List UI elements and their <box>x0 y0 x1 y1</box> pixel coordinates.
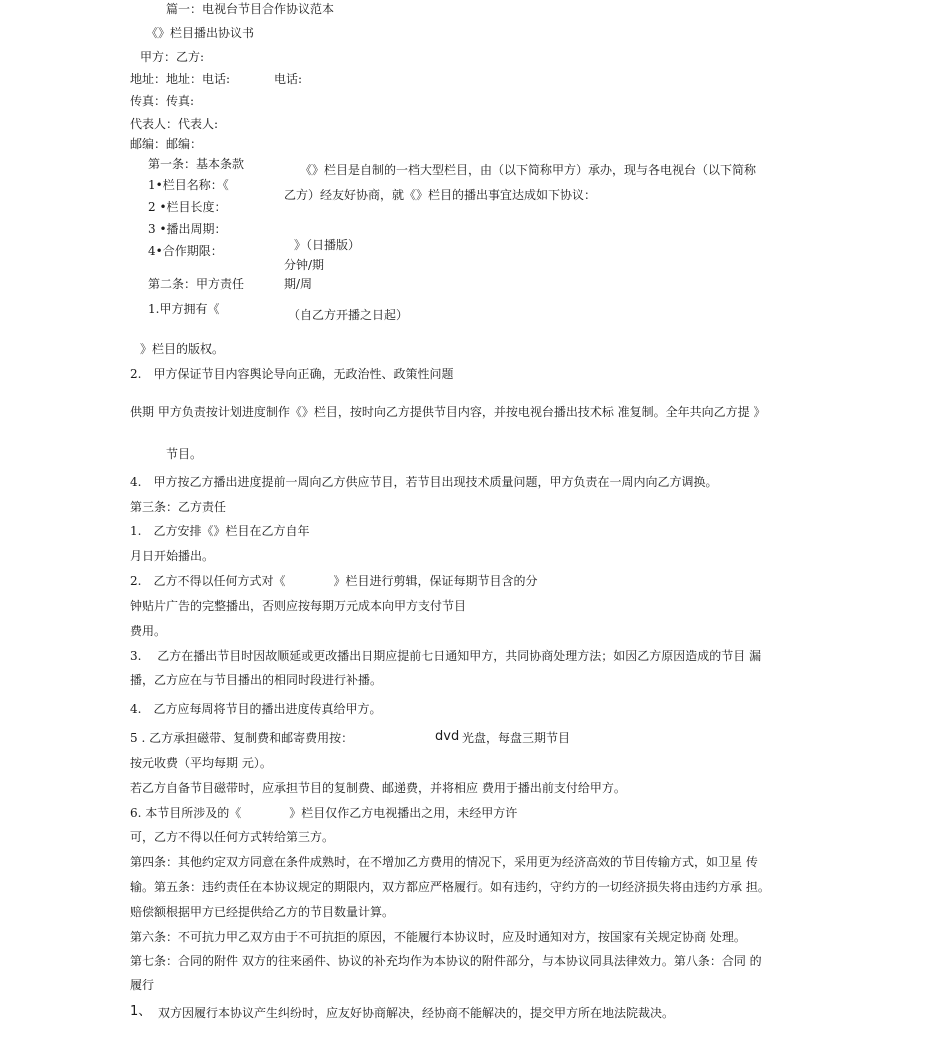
article-8-clause-1-number: 1、 <box>130 1004 152 1019</box>
article-2-clause-3: 供期 甲方负责按计划进度制作《》栏目，按时向乙方提供节目内容，并按电视台播出技术标 准复制。全年共向乙方提 》 <box>130 405 766 419</box>
representative-line: 代表人：代表人: <box>130 117 219 131</box>
item-length-value: 分钟/期 <box>284 258 325 272</box>
article-3-clause-1: 1. 乙方安排《》栏目在乙方自年 <box>130 524 310 538</box>
article-3-clause-6b: 可，乙方不得以任何方式转给第三方。 <box>130 830 335 844</box>
article-2-clause-1c: 》栏目的版权。 <box>140 342 225 356</box>
item-cycle-value: 期/周 <box>284 277 313 291</box>
item-cycle: 3 •播出周期： <box>148 222 227 236</box>
item-term: 4•合作期限： <box>148 244 223 258</box>
article-3-clause-3: 3. 乙方在播出节目时因故顺延或更改播出日期应提前七日通知甲方，共同协商处理方法；如因乙方原因造成的节目 漏 <box>130 649 762 663</box>
item-name: 1•栏目名称：《 <box>148 178 229 192</box>
article-3-clause-3b: 播，乙方应在与节目播出的相同时段进行补播。 <box>130 673 383 687</box>
item-length: 2 •栏目长度： <box>148 200 227 214</box>
article-7: 第七条：合同的附件 双方的往来函件、协议的补充均作为本协议的附件部分，与本协议同具法律效力。第八条：合同 的 <box>130 954 762 968</box>
article-3-clause-5d: 若乙方自备节目磁带时，应承担节目的复制费、邮递费，并将相应 费用于播出前支付给甲方。 <box>130 781 626 795</box>
postcode-line: 邮编：邮编： <box>130 137 203 151</box>
article-2-title: 第二条：甲方责任 <box>148 277 245 291</box>
dvd-label: dvd <box>435 729 460 744</box>
article-3-clause-5: 5 . 乙方承担磁带、复制费和邮寄费用按： <box>130 731 354 745</box>
doc-subtitle: 《》栏目播出协议书 <box>146 26 255 40</box>
article-3-clause-2: 2. 乙方不得以任何方式对《 》栏目进行剪辑，保证每期节目含的分 <box>130 574 538 588</box>
article-2-clause-4: 4. 甲方按乙方播出进度提前一周向乙方供应节目，若节目出现技术质量问题，甲方负责在一周内向乙方调换。 <box>130 475 718 489</box>
article-4-line-3: 赔偿额根据甲方已经提供给乙方的节目数量计算。 <box>130 905 395 919</box>
item-name-value: 》（日播版） <box>294 238 361 252</box>
article-3-clause-5c: 光盘，每盘三期节目 <box>462 731 571 745</box>
intro-line-1: 《》栏目是自制的一档大型栏目，由（以下简称甲方）承办，现与各电视台（以下简称 <box>300 163 757 177</box>
address-line: 地址：地址：电话: <box>130 72 231 86</box>
article-7b: 履行 <box>130 978 155 992</box>
intro-line-2: 乙方）经友好协商，就《》栏目的播出事宜达成如下协议： <box>284 188 597 202</box>
article-4-line-2: 输。第五条：违约责任在本协议规定的期限内，双方都应严格履行。如有违约，守约方的一切经济损失将由违约方承 担。 <box>130 880 770 894</box>
article-8-clause-1: 双方因履行本协议产生纠纷时，应友好协商解决，经协商不能解决的，提交甲方所在地法院裁决。 <box>158 1006 675 1020</box>
article-3-clause-2b: 钟贴片广告的完整播出，否则应按每期万元成本向甲方支付节目 <box>130 599 467 613</box>
article-2-clause-2: 2. 甲方保证节目内容舆论导向正确，无政治性、政策性问题 <box>130 367 454 381</box>
article-3-clause-5b: 按元收费（平均每期 元）。 <box>130 756 272 770</box>
article-2-clause-1a: 1.甲方拥有《 <box>148 302 220 316</box>
article-3-clause-6: 6. 本节目所涉及的《 》栏目仅作乙方电视播出之用，未经甲方许 <box>130 806 518 820</box>
article-4-line-1: 第四条：其他约定双方同意在条件成熟时，在不增加乙方费用的情况下，采用更为经济高效的节目传输方式，如卫星 传 <box>130 855 758 869</box>
article-3-clause-2c: 费用。 <box>130 624 167 638</box>
article-3-title: 第三条：乙方责任 <box>130 500 227 514</box>
parties-line: 甲方：乙方: <box>140 50 205 64</box>
article-2-clause-1b: （自乙方开播之日起） <box>288 308 409 322</box>
phone-label: 电话: <box>274 72 303 86</box>
article-3-clause-1b: 月日开始播出。 <box>130 549 215 563</box>
article-3-clause-4: 4. 乙方应每周将节目的播出进度传真给甲方。 <box>130 702 382 716</box>
doc-title: 篇一：电视台节目合作协议范本 <box>166 2 335 16</box>
article-6: 第六条：不可抗力甲乙双方由于不可抗拒的原因，不能履行本协议时，应及时通知对方，按国家有关规定协商 处理。 <box>130 930 746 944</box>
fax-line: 传真：传真: <box>130 94 195 108</box>
article-1-title: 第一条：基本条款 <box>148 157 245 171</box>
article-2-clause-3b: 节目。 <box>166 447 203 461</box>
